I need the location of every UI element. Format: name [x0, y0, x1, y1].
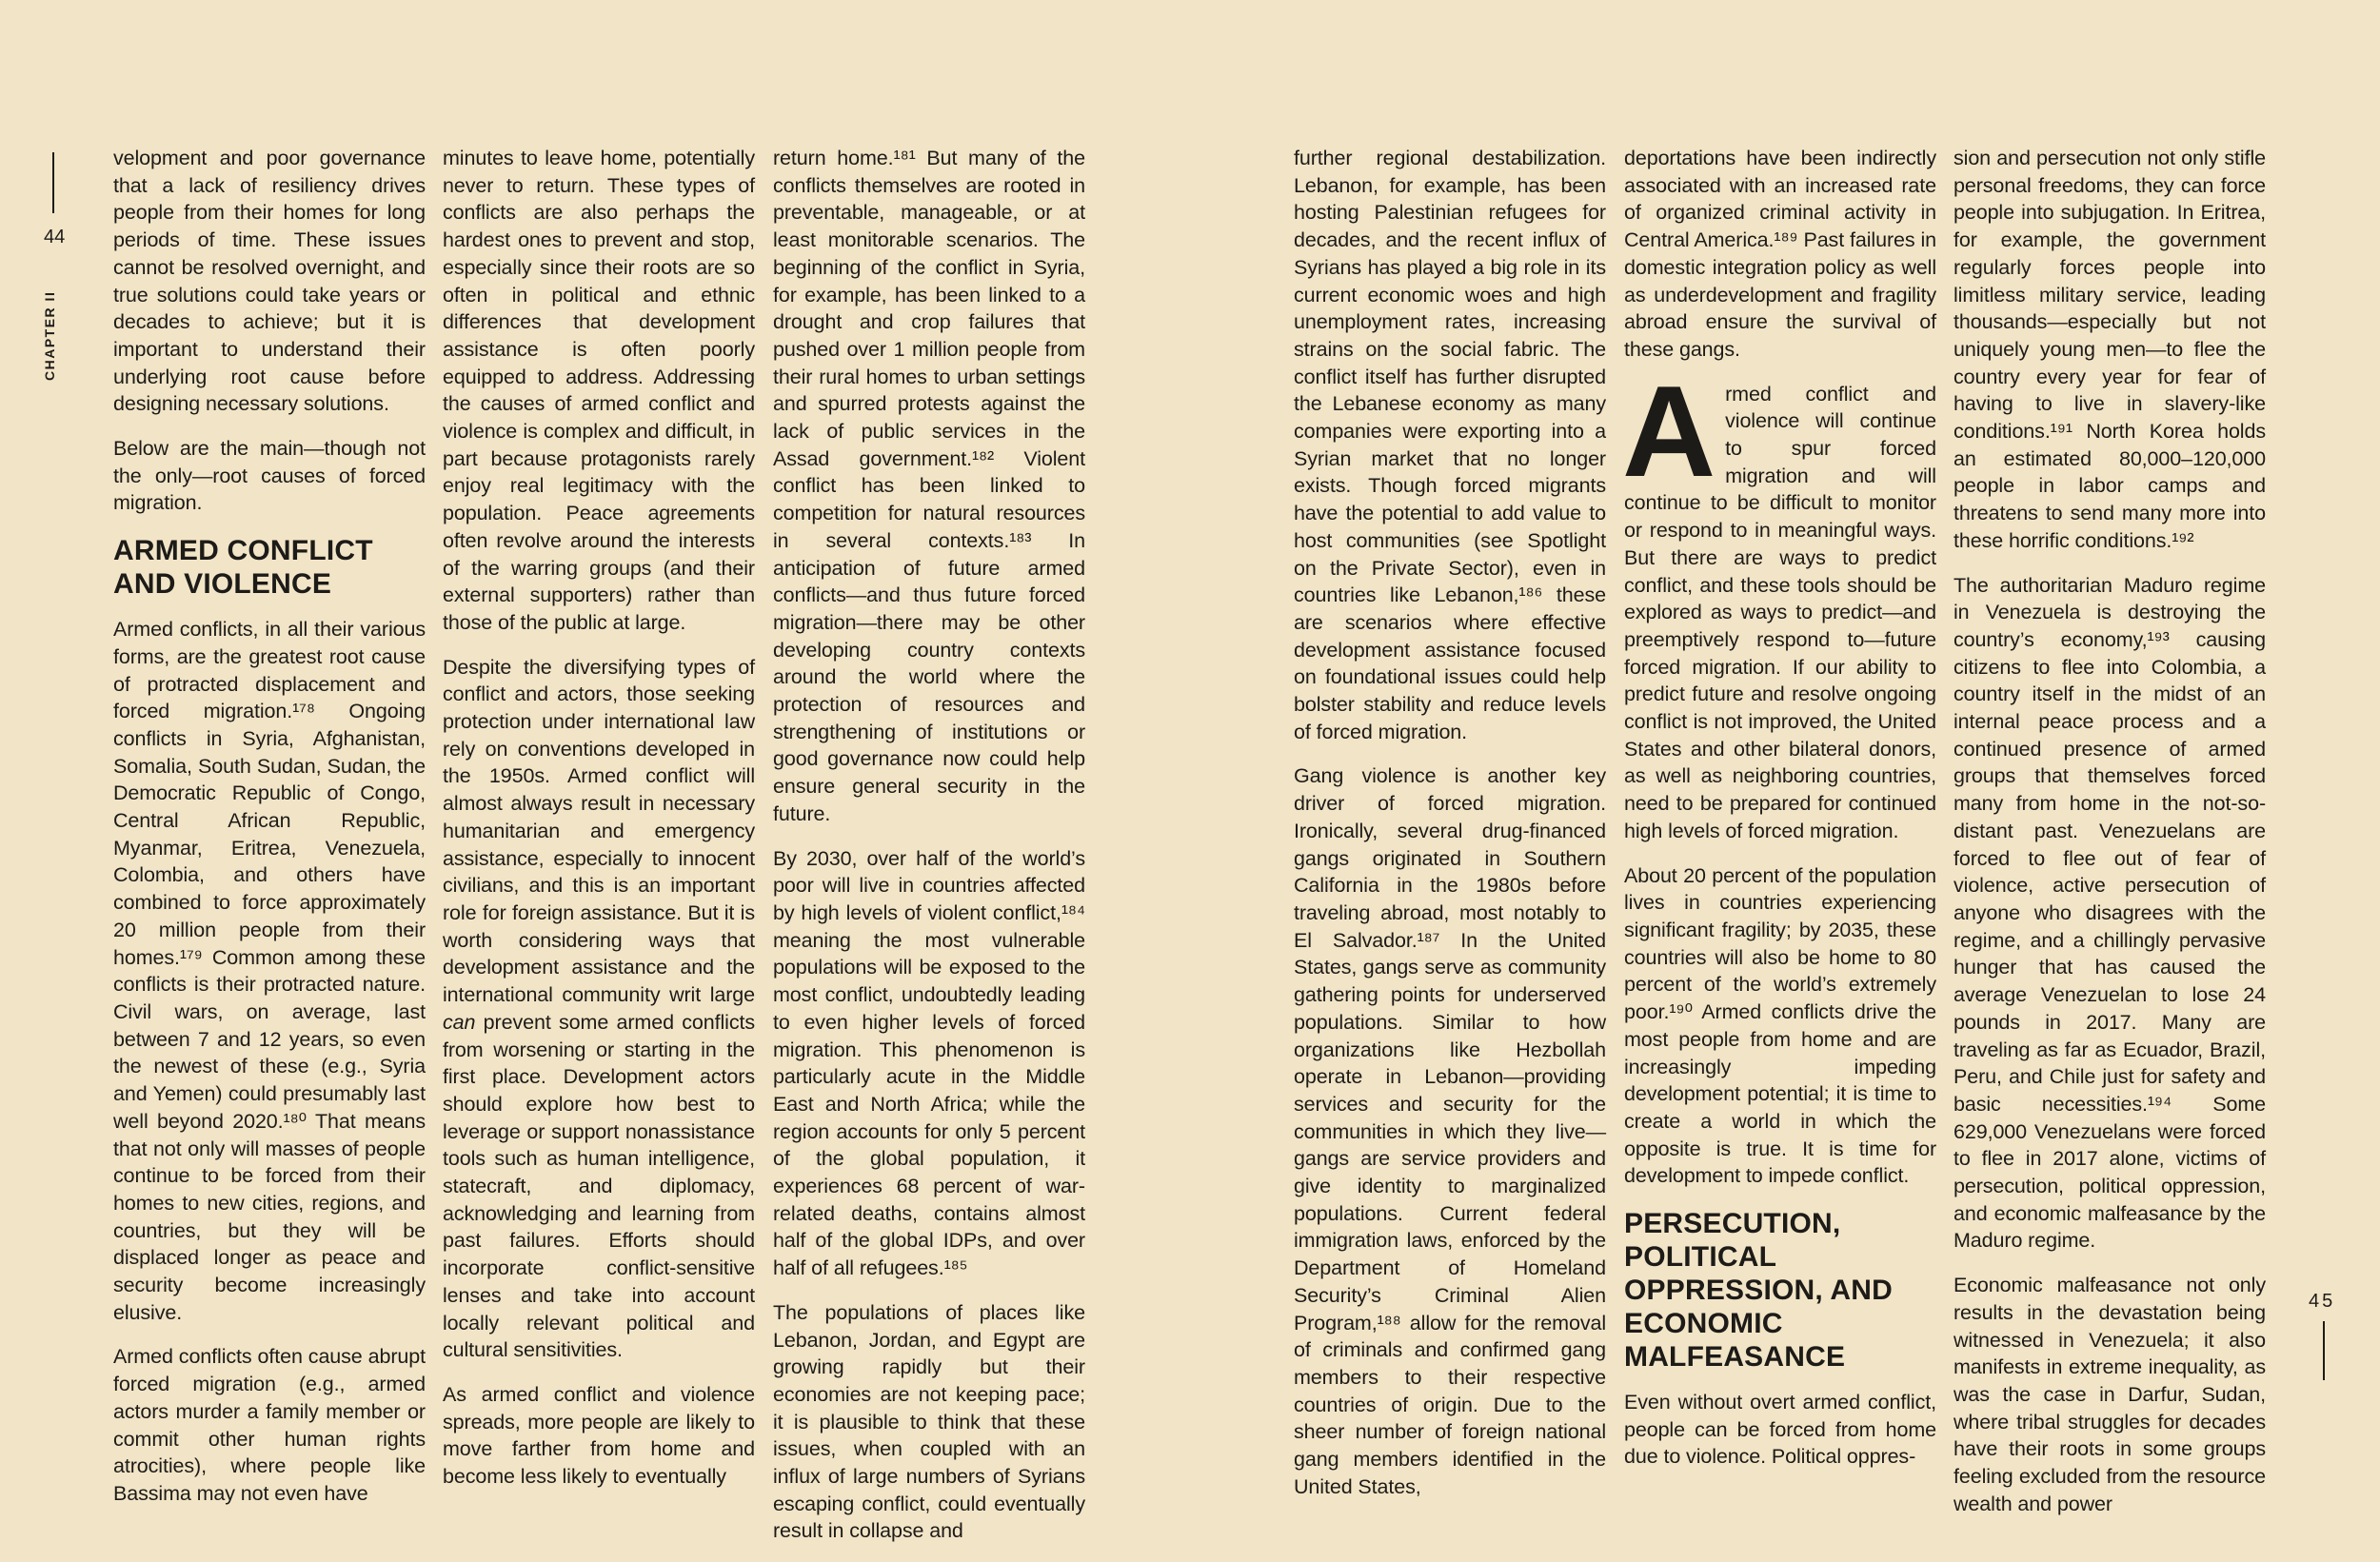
paragraph: The populations of places like Lebanon, Jordan, and Egypt are growing rapidly but their economies are not keeping pace; it is plausible to think that these issues, when coupled with an influx of large numbers of Syrians escaping conflict, could eventually result in collapse and [773, 1300, 1085, 1543]
column-6 [1954, 145, 2266, 1534]
paragraph: By 2030, over half of the world’s poor will live in countries affected by high levels of violent conflict,¹⁸⁴ meaning the most vulnerable populations will be exposed to the most conflict, undoubtedly leading to even higher levels of forced migration. This phenomenon is particularly acute in the Middle East and North Africa; while the region accounts for only 5 percent of the global population, it experiences 68 percent of war-related deaths, contains almost half of the global IDPs, and over half of all refugees.¹⁸⁵ [773, 846, 1085, 1280]
paragraph: further regional destabilization. Lebanon, for example, has been hosting Palestinian refugees for decades, and the recent influx of Syrians has played a big role in its current economic woes and high unemployment rates, increasing strains on the social fabric. The conflict itself has further disrupted the Lebanese economy as many companies were exporting into a Syrian market that no longer exists. Though forced migrants have the potential to add value to host communities (see Spotlight on the Private Sector), even in countries like Lebanon,¹⁸⁶ these are scenarios where effective development assistance focused on foundational issues could help bolster stability and reduce levels of forced migration. [1294, 147, 1606, 743]
section-heading-persecution: PERSECUTION, POLITICAL OPPRESSION, AND ECONOMIC MALFEASANCE [1624, 1208, 1893, 1374]
paragraph: Economic malfeasance not only results in the devastation being witnessed in Venezuela; it also manifests in extreme inequality, as was the case in Darfur, Sudan, where tribal struggles for decades have their roots in some groups feeling excluded from the resource wealth and power [1954, 1274, 2266, 1515]
column-3 [773, 145, 1085, 1562]
paragraph: As armed conflict and violence spreads, more people are likely to move farther from home and become less likely to eventually [443, 1382, 755, 1489]
paragraph: sion and persecution not only stifle personal freedoms, they can force people into subjugation. In Eritrea, for example, the government regularly forces people into limitless military service, leading thousands—especially but not uniquely young men—to flee the country every year for fear of having to live in slavery-like conditions.¹⁹¹ North Korea holds an estimated 80,000–120,000 people in labor camps and threatens to send many more into these horrific conditions.¹⁹² [1954, 147, 2266, 552]
dropcap-paragraph [1622, 358, 1936, 845]
chapter-label: CHAPTER II [42, 290, 57, 381]
drop-cap-letter: A [1622, 358, 1716, 504]
paragraph: About 20 percent of the population lives in countries experiencing significant fragility; by 2035, these countries will also be home to 80 percent of the world’s extremely poor.¹⁹⁰ Armed conflicts drive the most people from home and are increasingly impeding development potential; it is time to create a world in which the opposite is true. It is time for development to impede conflict. [1624, 863, 1936, 1188]
paragraph: Even without overt armed conflict, people can be forced from home due to violence. Political oppres- [1624, 1391, 1936, 1469]
paragraph: return home.¹⁸¹ But many of the conflicts themselves are rooted in preventable, manageable, or at least monitorable scenarios. The beginning of the conflict in Syria, for example, has been linked to a drought and crop failures that pushed over 1 million people from their rural homes to urban settings and spurred protests against the lack of public services in the Assad government.¹⁸² Violent conflict has been linked to competition for natural resources in several contexts.¹⁸³ In anticipation of future armed conflicts—and thus future forced migration—there may be other developing country contexts around the world where the protection of resources and strengthening of institutions or good governance now could help ensure general security in the future. [773, 147, 1085, 825]
paragraph: Gang violence is another key driver of forced migration. Ironically, several drug-financed gangs originated in Southern California in the 1980s before traveling abroad, most notably to El Salvador.¹⁸⁷ In the United States, gangs serve as community gathering points for underserved populations. Similar to how organizations like Hezbollah operate in Lebanon—providing services and security for the communities in which they live—gangs are service providers and give identity to marginalized populations. Current federal immigration laws, enforced by the Department of Homeland Security’s Criminal Alien Program,¹⁸⁸ allow for the removal of criminals and confirmed gang members to their respective countries of origin. Due to the sheer number of foreign national gang members identified in the United States, [1294, 764, 1606, 1498]
paragraph: minutes to leave home, potentially never to return. These types of conflicts are also perhaps the hardest ones to prevent and stop, especially since their roots are so often in political and ethnic differences that development assistance is often poorly equipped to address. Addressing the causes of armed conflict and violence is complex and difficult, in part because protagonists rarely enjoy real legitimacy with the population. Peace agreements often revolve around the interests of the warring groups (and their external supporters) rather than those of the public at large. [443, 147, 755, 634]
emphasis-text: can [443, 1010, 476, 1034]
column-2 [443, 145, 755, 1508]
text-run: rmed conflict and violence will continue to spur forced migration and will continue to be difficult to monitor or respond to in meaningful ways. But there are ways to predict conflict, and these tools should be explored as ways to predict—and preemptively respond to—future forced migration. If our ability to predict future and resolve ongoing conflict is not improved, the United States and other bilateral donors, as well as neighboring countries, need to be prepared for continued high levels of forced migration. [1624, 382, 1936, 842]
text-run: Despite the diversifying types of conflict and actors, those seeking protection under international law rely on conventions developed in the 1950s. Armed conflict will almost always result in necessary humanitarian and emergency assistance, especially to innocent civilians, and this is an important role for foreign assistance. But it is worth considering ways that development assistance and the international community writ large [443, 655, 755, 1007]
column-1 [113, 145, 426, 1525]
page-number-right: 45 [2309, 1291, 2336, 1312]
page-number-left: 44 [44, 227, 66, 247]
right-page-rule [2323, 1321, 2325, 1380]
section-heading-armed-conflict: ARMED CONFLICT AND VIOLENCE [113, 535, 373, 601]
left-page-rule [52, 152, 54, 213]
column-4 [1294, 145, 1606, 1517]
column-5 [1624, 145, 1936, 1488]
paragraph: velopment and poor governance that a lack of resiliency drives people from their homes for long periods of time. These issues cannot be resolved overnight, and true solutions could take years or decades to achieve; but it is important to understand their underlying root cause before designing necessary solutions. [113, 147, 426, 416]
paragraph: Below are the main—though not the only—root causes of forced migration. [113, 437, 426, 515]
paragraph: Armed conflicts, in all their various forms, are the greatest root cause of protracted displacement and forced migration.¹⁷⁸ Ongoing conflicts in Syria, Afghanistan, Somalia, South Sudan, Sudan, the Democratic Republic of Congo, Central African Republic, Myanmar, Eritrea, Venezuela, Colombia, and others have combined to force approximately 20 million people from their homes.¹⁷⁹ Common among these conflicts is their protracted nature. Civil wars, on average, last between 7 and 12 years, so even the newest of these (e.g., Syria and Yemen) could presumably last well beyond 2020.¹⁸⁰ That means that not only will masses of people continue to be forced from their homes to new cities, regions, and countries, but they will be displaced longer as peace and security become increasingly elusive. [113, 618, 426, 1324]
text-run: prevent some armed conflicts from worsening or starting in the first place. Development actors should explore how best to leverage or support nonassistance tools such as human intelligence, statecraft, and diplomacy, acknowledging and learning from past failures. Efforts should incorporate conflict-sensitive lenses and take into account locally relevant political and cultural sensitivities. [443, 1010, 755, 1362]
paragraph: The authoritarian Maduro regime in Venezuela is destroying the country’s economy,¹⁹³ causing citizens to flee into Colombia, a country itself in the midst of an internal peace process and a continued presence of armed groups that themselves forced many from home in the not-so-distant past. Venezuelans are forced to flee out of fear of violence, active persecution of anyone who disagrees with the regime, and a chillingly pervasive hunger that has caused the average Venezuelan to lose 24 pounds in 2017. Many are traveling as far as Ecuador, Brazil, Peru, and Chile just for safety and basic necessities.¹⁹⁴ Some 629,000 Venezuelans were forced to flee in 2017 alone, victims of persecution, political oppression, and economic malfeasance by the Maduro regime. [1954, 573, 2266, 1253]
paragraph: deportations have been indirectly associated with an increased rate of organized criminal activity in Central America.¹⁸⁹ Past failures in domestic integration policy as well as underdevelopment and fragility abroad ensure the survival of these gangs. [1624, 147, 1936, 361]
paragraph [443, 654, 755, 1364]
paragraph: Armed conflicts often cause abrupt forced migration (e.g., armed actors murder a family member or commit other human rights atrocities), where people like Bassima may not even have [113, 1345, 426, 1505]
